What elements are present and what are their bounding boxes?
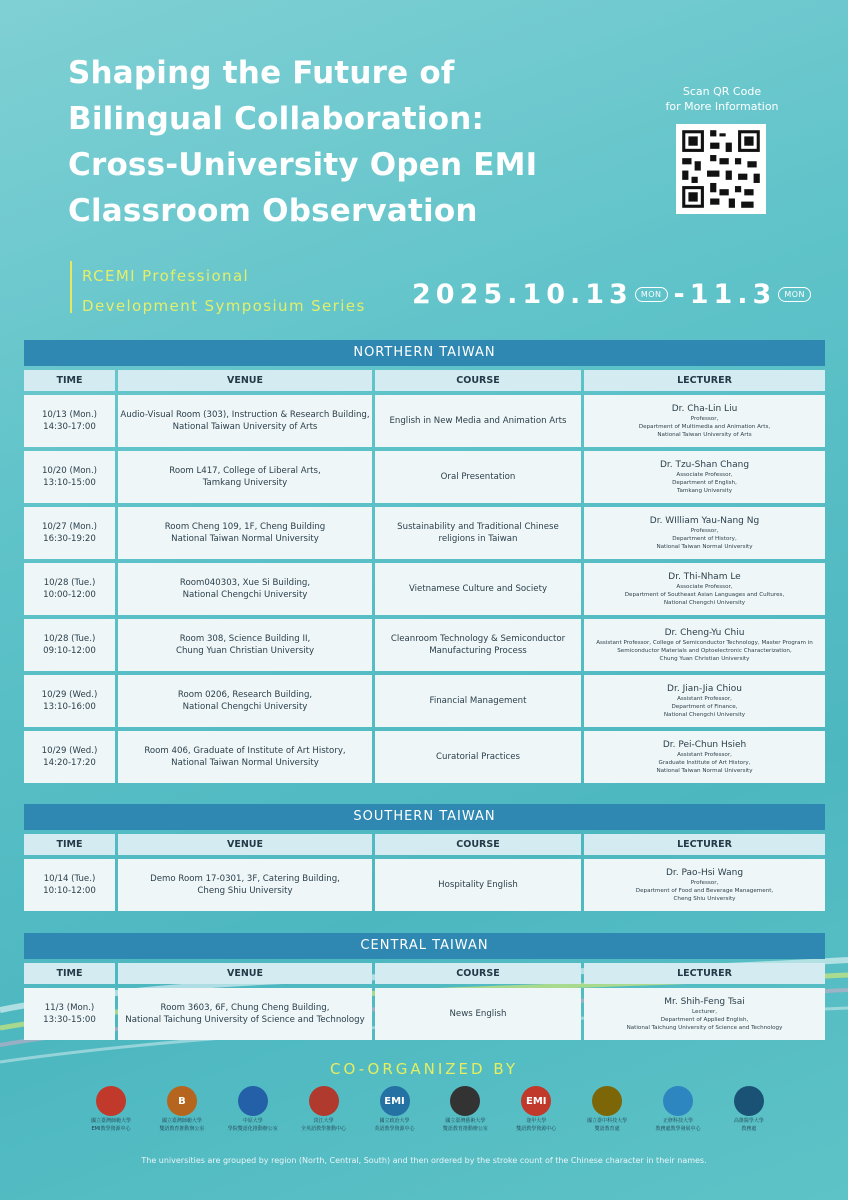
organizer-logo (505, 1086, 567, 1132)
lecturer-name: Dr. Thi-Nham Le (668, 572, 741, 582)
course-line: News English (449, 1009, 507, 1019)
lecturer-cell (584, 395, 825, 447)
lecturer-detail: Department of History, (672, 536, 737, 542)
venue-line: Room Cheng 109, 1F, Cheng Building (164, 522, 326, 532)
start-date: 2025.10.13 (412, 279, 633, 310)
venue-cell (118, 451, 372, 503)
table-header-row (24, 370, 825, 391)
lecturer-cell (584, 507, 825, 559)
lecturer-detail: Assistant Professor, (677, 752, 732, 758)
organizer-name: 英語教學資源中心 (374, 1126, 415, 1132)
venue-cell (118, 675, 372, 727)
qr-caption-line: Scan QR Code (682, 85, 762, 98)
lecturer-detail: Chung Yuan Christian University (659, 656, 750, 662)
table-header-row (24, 834, 825, 855)
course-cell (375, 451, 581, 503)
lecturer-cell (584, 859, 825, 911)
course-line: English in New Media and Animation Arts (389, 416, 567, 426)
series-line: Development Symposium Series (82, 297, 366, 315)
venue-cell (118, 619, 372, 671)
column-header-venue: VENUE (118, 370, 372, 391)
organizer-logo (647, 1086, 709, 1132)
university-emblem-icon: EMI (521, 1086, 551, 1116)
session-time: 16:30-19:20 (43, 534, 96, 544)
university-emblem-icon: B (167, 1086, 197, 1116)
venue-cell (118, 563, 372, 615)
lecturer-detail: Department of English, (672, 480, 737, 486)
co-organized-heading: CO-ORGANIZED BY (330, 1060, 518, 1078)
organizer-name: 逢甲大學 (526, 1118, 547, 1124)
organizer-name: 雙語教學資源中心 (516, 1126, 557, 1132)
course-cell (375, 563, 581, 615)
course-line: Vietnamese Culture and Society (408, 584, 548, 594)
organizer-name: 雙語教育推動辦公室 (159, 1126, 205, 1132)
time-cell (24, 395, 115, 447)
session-time: 13:30-15:00 (43, 1015, 96, 1025)
organizer-name: EMI教學資源中心 (91, 1126, 131, 1132)
qr-code-icon[interactable] (676, 124, 766, 214)
footnote: The universities are grouped by region (North, Central, South) and then ordered by the stroke count of the Chinese character in their names. (141, 1156, 707, 1165)
organizer-name: 高雄醫學大學 (733, 1118, 764, 1124)
column-header-time: TIME (24, 963, 115, 984)
course-cell (375, 859, 581, 911)
lecturer-detail: Professor, (690, 528, 719, 534)
venue-cell (118, 507, 372, 559)
organizer-name: 正修科技大學 (662, 1118, 693, 1124)
organizer-logos (80, 1086, 780, 1132)
lecturer-cell (584, 619, 825, 671)
region-section (24, 933, 825, 1040)
session-date: 10/28 (Tue.) (43, 578, 96, 588)
university-emblem-icon (592, 1086, 622, 1116)
lecturer-name: Mr. Shih-Feng Tsai (664, 997, 745, 1007)
region-section (24, 340, 825, 783)
university-emblem-icon (309, 1086, 339, 1116)
lecturer-detail: Graduate Institute of Art History, (658, 760, 751, 766)
lecturer-detail: Department of Finance, (671, 704, 738, 710)
course-line: Curatorial Practices (436, 752, 520, 762)
lecturer-name: Dr. Pao-Hsi Wang (665, 868, 744, 878)
lecturer-detail: Associate Professor, (676, 472, 733, 478)
lecturer-detail: National Chengchi University (663, 712, 746, 718)
organizer-logo (151, 1086, 213, 1132)
course-cell (375, 507, 581, 559)
time-cell (24, 619, 115, 671)
lecturer-detail: National Chengchi University (663, 600, 746, 606)
venue-line: Room L417, College of Liberal Arts, (169, 466, 321, 476)
table-row (24, 395, 825, 447)
lecturer-cell (584, 675, 825, 727)
session-date: 10/14 (Tue.) (43, 874, 96, 884)
lecturer-name: Dr. Tzu-Shan Chang (659, 460, 750, 470)
page-title (68, 50, 628, 234)
university-emblem-icon (663, 1086, 693, 1116)
course-cell (375, 619, 581, 671)
course-line: Hospitality English (438, 880, 518, 890)
qr-caption-line: for More Information (665, 100, 779, 113)
course-line: Sustainability and Traditional Chinese (397, 522, 559, 532)
university-emblem-icon (734, 1086, 764, 1116)
venue-line: Chung Yuan Christian University (175, 646, 315, 656)
course-cell (375, 675, 581, 727)
session-time: 14:20-17:20 (43, 758, 96, 768)
lecturer-name: Dr. Cheng-Yu Chiu (664, 628, 745, 638)
venue-cell (118, 395, 372, 447)
course-line: Financial Management (429, 696, 527, 706)
session-date: 10/29 (Wed.) (41, 690, 98, 700)
lecturer-detail: National Taiwan Normal University (656, 768, 753, 774)
venue-line: National Chengchi University (182, 590, 308, 600)
table-row (24, 507, 825, 559)
session-time: 13:10-16:00 (43, 702, 96, 712)
lecturer-detail: Lecturer, (692, 1009, 717, 1015)
region-heading: NORTHERN TAIWAN (24, 340, 825, 366)
lecturer-detail: National Taiwan Normal University (656, 544, 753, 550)
venue-cell (118, 859, 372, 911)
organizer-name: 教務處 (741, 1126, 757, 1132)
column-header-venue: VENUE (118, 963, 372, 984)
venue-line: National Taiwan Normal University (171, 758, 319, 768)
time-cell (24, 731, 115, 783)
course-line: Cleanroom Technology & Semiconductor (390, 634, 566, 644)
table-row (24, 451, 825, 503)
university-emblem-icon (238, 1086, 268, 1116)
venue-line: Demo Room 17-0301, 3F, Catering Building, (150, 874, 340, 884)
university-emblem-icon: EMI (380, 1086, 410, 1116)
venue-line: National Chengchi University (182, 702, 308, 712)
lecturer-detail: National Taiwan University of Arts (657, 432, 752, 438)
region-heading: CENTRAL TAIWAN (24, 933, 825, 959)
column-header-lecturer: LECTURER (584, 370, 825, 391)
session-date: 10/29 (Wed.) (41, 746, 98, 756)
venue-line: Room 406, Graduate of Institute of Art History, (144, 746, 346, 756)
date-range (412, 279, 817, 310)
session-date: 10/13 (Mon.) (41, 410, 98, 420)
lecturer-name: Dr. Cha-Lin Liu (671, 404, 738, 414)
lecturer-cell (584, 451, 825, 503)
start-day-badge: MON (635, 287, 668, 302)
title-line: Shaping the Future of (68, 55, 455, 91)
organizer-name: 國立臺灣師範大學 (90, 1118, 131, 1124)
table-row (24, 675, 825, 727)
lecturer-detail: National Taichung University of Science and Technology (626, 1025, 783, 1031)
organizer-logo (293, 1086, 355, 1132)
lecturer-detail: Assistant Professor, College of Semiconductor Technology, Master Program in (596, 640, 813, 646)
session-time: 14:30-17:00 (43, 422, 96, 432)
time-cell (24, 451, 115, 503)
title-line: Cross-University Open EMI (68, 147, 538, 183)
table-row (24, 988, 825, 1040)
column-header-course: COURSE (375, 963, 581, 984)
title-line: Classroom Observation (68, 193, 478, 229)
table-row (24, 619, 825, 671)
venue-line: Audio-Visual Room (303), Instruction & Research Building, (120, 410, 370, 420)
table-row (24, 859, 825, 911)
organizer-name: 學院雙語化推動辦公室 (227, 1126, 278, 1132)
qr-caption (662, 84, 782, 114)
organizer-logo (434, 1086, 496, 1132)
organizer-name: 雙語教育推動辦公室 (442, 1126, 488, 1132)
column-header-lecturer: LECTURER (584, 834, 825, 855)
organizer-name: 全英語教學推動中心 (301, 1126, 347, 1132)
lecturer-detail: Associate Professor, (676, 584, 733, 590)
organizer-logo (364, 1086, 426, 1132)
course-cell (375, 988, 581, 1040)
organizer-name: 國立政治大學 (379, 1118, 410, 1124)
venue-line: National Taiwan Normal University (171, 534, 319, 544)
lecturer-detail: Professor, (690, 880, 719, 886)
lecturer-detail: Department of Southeast Asian Languages and Cultures, (624, 592, 785, 598)
organizer-name: 淡江大學 (313, 1118, 334, 1124)
lecturer-cell (584, 988, 825, 1040)
course-line: religions in Taiwan (438, 534, 518, 544)
lecturer-detail: Tamkang University (676, 488, 733, 494)
table-row (24, 563, 825, 615)
venue-line: National Taichung University of Science and Technology (125, 1015, 365, 1025)
time-cell (24, 988, 115, 1040)
column-header-course: COURSE (375, 370, 581, 391)
university-emblem-icon (96, 1086, 126, 1116)
session-time: 09:10-12:00 (43, 646, 96, 656)
column-header-time: TIME (24, 834, 115, 855)
time-cell (24, 859, 115, 911)
course-cell (375, 395, 581, 447)
organizer-name: 雙語教育處 (594, 1126, 620, 1132)
organizer-name: 教務處教學發展中心 (655, 1126, 701, 1132)
end-date: -11.3 (673, 279, 777, 310)
organizer-logo (222, 1086, 284, 1132)
lecturer-detail: Professor, (690, 416, 719, 422)
venue-line: Room 3603, 6F, Chung Cheng Building, (160, 1003, 330, 1013)
venue-line: Room040303, Xue Si Building, (179, 578, 311, 588)
venue-line: Room 0206, Research Building, (177, 690, 313, 700)
venue-line: Tamkang University (202, 478, 288, 488)
lecturer-detail: Department of Applied English, (660, 1017, 749, 1023)
time-cell (24, 675, 115, 727)
lecturer-name: Dr. WIlliam Yau-Nang Ng (649, 516, 760, 526)
end-day-badge: MON (778, 287, 811, 302)
lecturer-detail: Department of Food and Beverage Management, (635, 888, 774, 894)
venue-line: Cheng Shiu University (197, 886, 293, 896)
session-date: 10/28 (Tue.) (43, 634, 96, 644)
venue-line: National Taiwan University of Arts (172, 422, 318, 432)
venue-cell (118, 731, 372, 783)
organizer-logo (576, 1086, 638, 1132)
organizer-name: 國立臺灣師範大學 (161, 1118, 202, 1124)
venue-line: Room 308, Science Building II, (179, 634, 311, 644)
column-header-time: TIME (24, 370, 115, 391)
organizer-logo (80, 1086, 142, 1132)
column-header-venue: VENUE (118, 834, 372, 855)
lecturer-detail: Assistant Professor, (677, 696, 732, 702)
session-date: 10/20 (Mon.) (41, 466, 98, 476)
lecturer-detail: Semiconductor Materials and Optoelectronic Characterization, (617, 648, 792, 654)
lecturer-name: Dr. Jian-Jia Chiou (667, 684, 742, 694)
lecturer-detail: Department of Multimedia and Animation Arts, (638, 424, 771, 430)
symposium-series-label (70, 261, 366, 313)
lecturer-cell (584, 731, 825, 783)
organizer-logo (718, 1086, 780, 1132)
session-time: 10:00-12:00 (43, 590, 96, 600)
university-emblem-icon (450, 1086, 480, 1116)
lecturer-name: Dr. Pei-Chun Hsieh (662, 740, 747, 750)
title-line: Bilingual Collaboration: (68, 101, 485, 137)
lecturer-cell (584, 563, 825, 615)
lecturer-detail: Cheng Shiu University (673, 896, 736, 902)
table-row (24, 731, 825, 783)
session-date: 11/3 (Mon.) (44, 1003, 95, 1013)
series-line: RCEMI Professional (82, 267, 250, 285)
course-cell (375, 731, 581, 783)
column-header-course: COURSE (375, 834, 581, 855)
organizer-name: 國立臺中科技大學 (587, 1118, 628, 1124)
time-cell (24, 563, 115, 615)
session-time: 13:10-15:00 (43, 478, 96, 488)
course-line: Oral Presentation (440, 472, 516, 482)
column-header-lecturer: LECTURER (584, 963, 825, 984)
session-date: 10/27 (Mon.) (41, 522, 98, 532)
region-section (24, 804, 825, 911)
course-line: Manufacturing Process (429, 646, 527, 656)
organizer-name: 國立臺灣藝術大學 (445, 1118, 486, 1124)
venue-cell (118, 988, 372, 1040)
session-time: 10:10-12:00 (43, 886, 96, 896)
organizer-name: 中原大學 (242, 1118, 263, 1124)
table-header-row (24, 963, 825, 984)
region-heading: SOUTHERN TAIWAN (24, 804, 825, 830)
time-cell (24, 507, 115, 559)
